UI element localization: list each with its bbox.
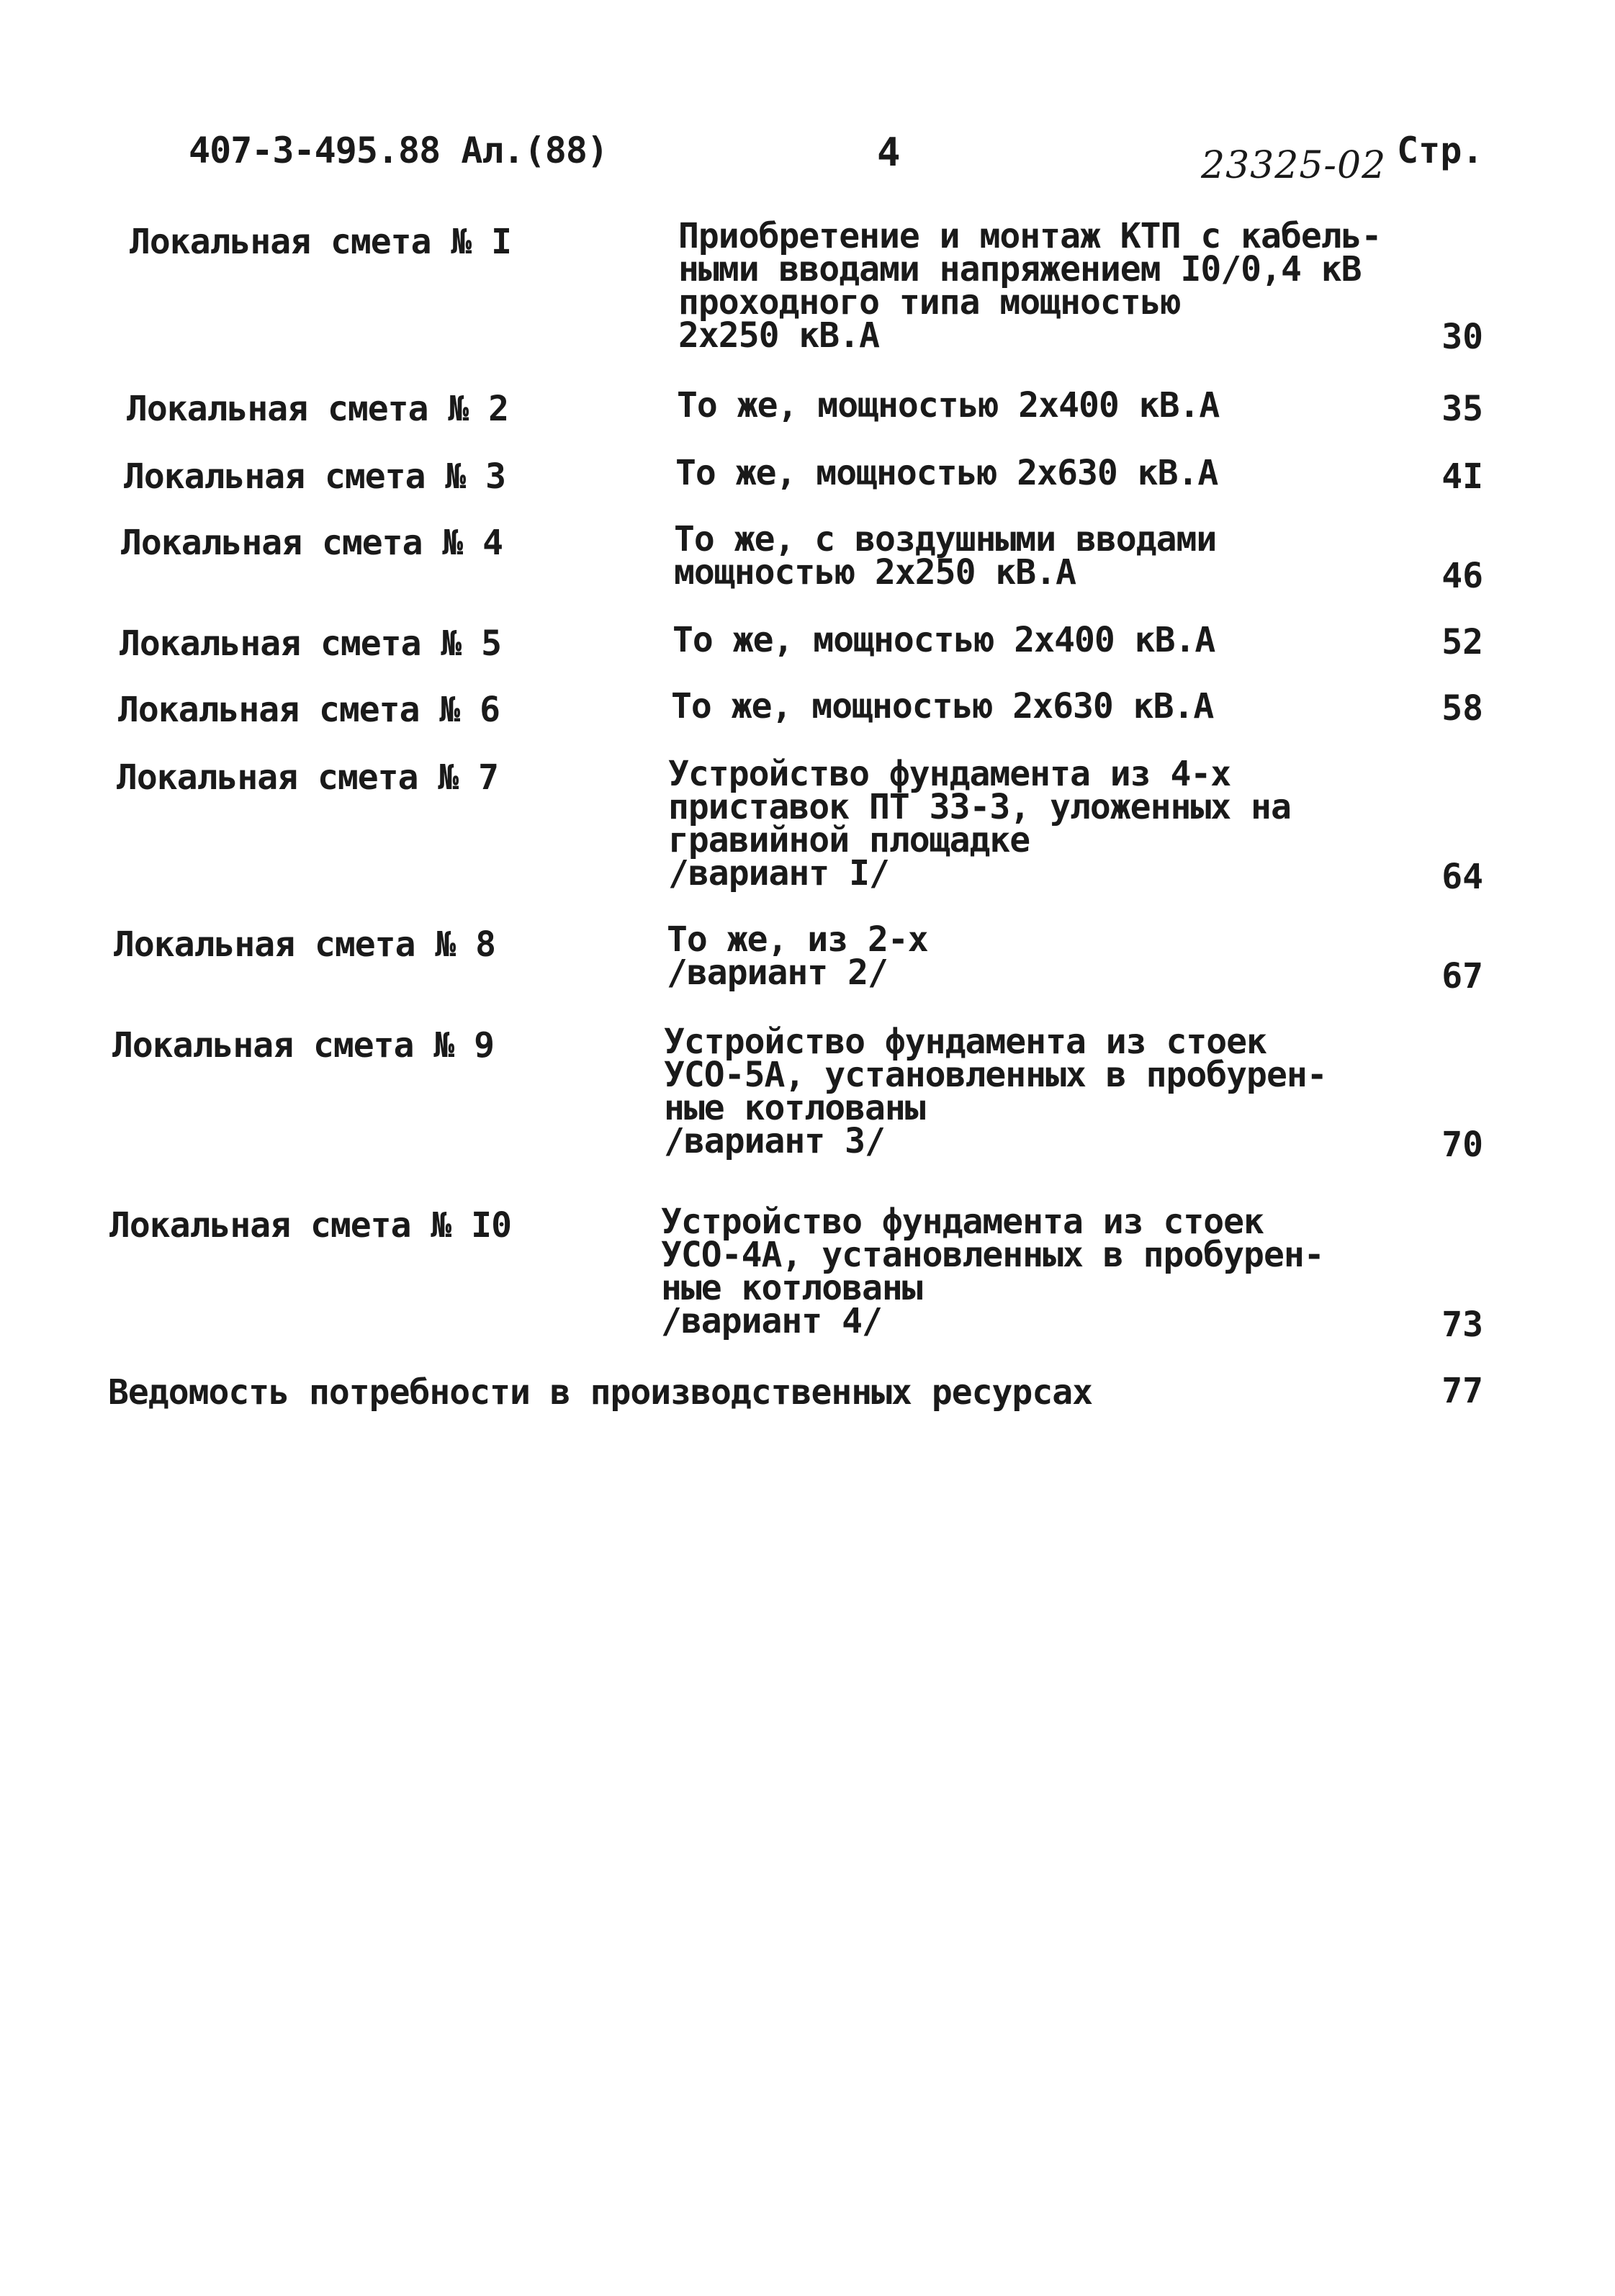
entry-description: Устройство фундамента из стоек УСО-4А, установленных в пробурен- ные котлованы /вариант 4/ — [661, 1202, 1324, 1341]
entry-description: Устройство фундамента из 4-х приставок ПТ 33-3, уложенных на гравийной площадке /вариант I/ — [668, 754, 1291, 893]
entry-description: То же, мощностью 2х630 кВ.А — [671, 686, 1214, 726]
entry-label: Локальная смета № 2 — [127, 389, 509, 429]
entry-description: То же, с воздушными вводами мощностью 2х250 кВ.А — [674, 519, 1217, 593]
summary-page: 77 — [1441, 1371, 1483, 1411]
entry-label: Локальная смета № I0 — [109, 1205, 511, 1246]
summary-label: Ведомость потребности в производственных ресурсах — [108, 1372, 1093, 1413]
entry-label: Локальная смета № I — [130, 222, 512, 262]
entry-page: 67 — [1441, 956, 1483, 996]
entry-page: 52 — [1441, 622, 1483, 662]
entry-description: Приобретение и монтаж КТП с кабель- ными вводами напряжением I0/0,4 кВ проходного типа мощностью 2х250 кВ.А — [678, 216, 1382, 356]
entry-label: Локальная смета № 4 — [121, 523, 503, 563]
entry-description: То же, мощностью 2х630 кВ.А — [675, 453, 1218, 493]
entry-label: Локальная смета № 6 — [118, 690, 500, 730]
entry-label: Локальная смета № 3 — [124, 456, 506, 497]
entry-description: То же, мощностью 2х400 кВ.А — [677, 385, 1220, 426]
page-column-label: Стр. — [1397, 130, 1484, 171]
entry-label: Локальная смета № 5 — [120, 623, 502, 664]
page-number: 4 — [877, 130, 901, 175]
entry-description: Устройство фундамента из стоек УСО-5А, установленных в пробурен- ные котлованы /вариант 3/ — [664, 1022, 1327, 1161]
entry-page: 30 — [1441, 317, 1483, 357]
entry-description: То же, из 2-х /вариант 2/ — [667, 919, 928, 993]
entry-page: 70 — [1441, 1125, 1483, 1165]
handwritten-code: 23325-02 — [1201, 144, 1387, 187]
entry-description: То же, мощностью 2х400 кВ.А — [672, 620, 1215, 660]
entry-page: 64 — [1441, 857, 1483, 897]
document-code: 407-3-495.88 Ал.(88) — [189, 130, 608, 171]
entry-page: 58 — [1441, 688, 1483, 729]
entry-label: Локальная смета № 8 — [114, 924, 496, 965]
entry-page: 73 — [1441, 1305, 1483, 1345]
entry-label: Локальная смета № 9 — [112, 1025, 495, 1066]
entry-label: Локальная смета № 7 — [117, 757, 499, 798]
entry-page: 46 — [1441, 556, 1483, 596]
entry-page: 4I — [1441, 456, 1483, 497]
entry-page: 35 — [1441, 389, 1483, 429]
